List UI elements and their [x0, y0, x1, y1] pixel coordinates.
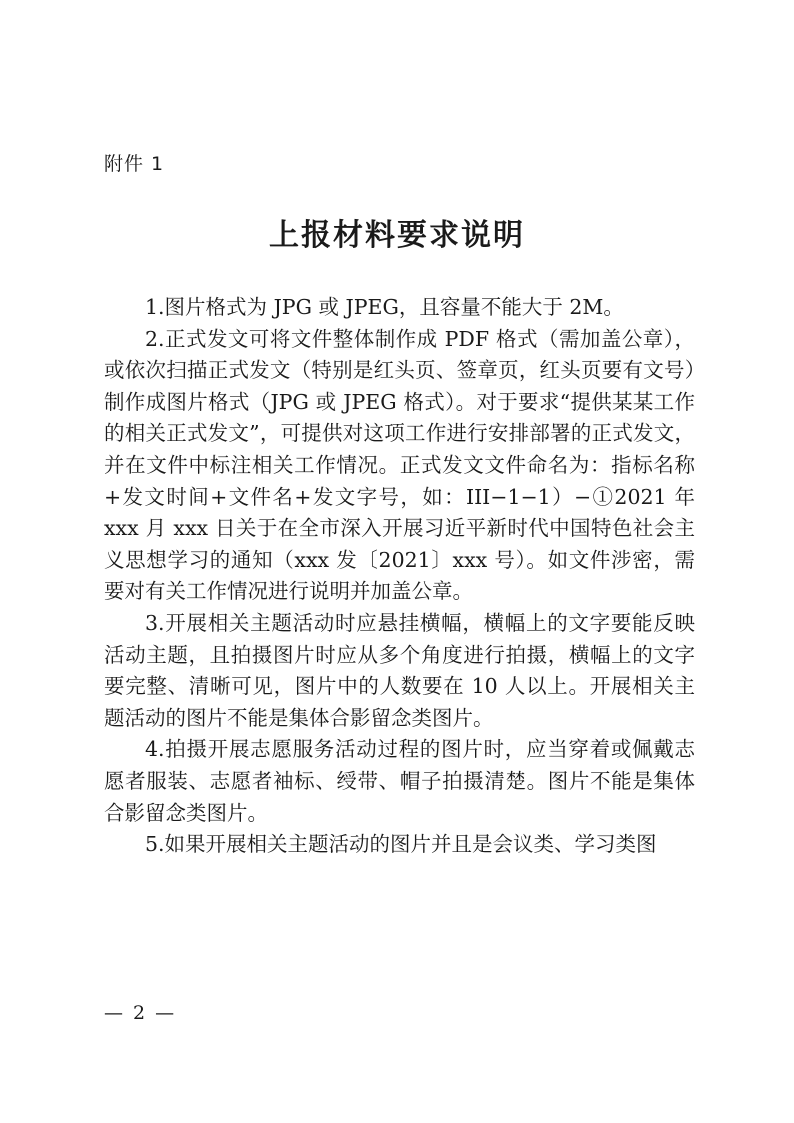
paragraph-1: 1.图片格式为 JPG 或 JPEG，且容量不能大于 2M。	[145, 295, 624, 319]
paragraph-4: 4.拍摄开展志愿服务活动过程的图片时，应当穿着或佩戴志愿者服装、志愿者袖标、绶带、帽子拍摄清楚。图片不能是集体合影留念类图片。	[104, 737, 695, 825]
attachment-label: 附件 1	[104, 153, 165, 175]
paragraph-2: 2.正式发文可将文件整体制作成 PDF 格式（需加盖公章），或依次扫描正式发文（特别是红头页、签章页，红头页要有文号）制作成图片格式（JPG 或 JPEG 格式）。对于要求“提供某某工作的相关正式发文”，可提供对这项工作进行安排部署的正式发文，并在文件中标注相关工作情况。正式发文文件命名为：指标名称+发文时间+文件名+发文字号，如：III−1−1）−①2021 年 xxx 月 xxx 日关于在全市深入开展习近平新时代中国特色社会主义思想学习的通知（xxx 发〔2021〕xxx 号）。如文件涉密，需要对有关工作情况进行说明并加盖公章。	[104, 326, 695, 604]
paragraph-5: 5.如果开展相关主题活动的图片并且是会议类、学习类图	[145, 832, 657, 857]
paragraph-3: 3.开展相关主题活动时应悬挂横幅，横幅上的文字要能反映活动主题，且拍摄图片时应从多个角度进行拍摄，横幅上的文字要完整、清晰可见，图片中的人数要在 10 人以上。开展相关主题活动的图片不能是集体合影留念类图片。	[104, 610, 695, 730]
page-number: — 2 —	[104, 1002, 177, 1024]
document-title: 上报材料要求说明	[269, 218, 525, 253]
document-body	[104, 292, 695, 861]
